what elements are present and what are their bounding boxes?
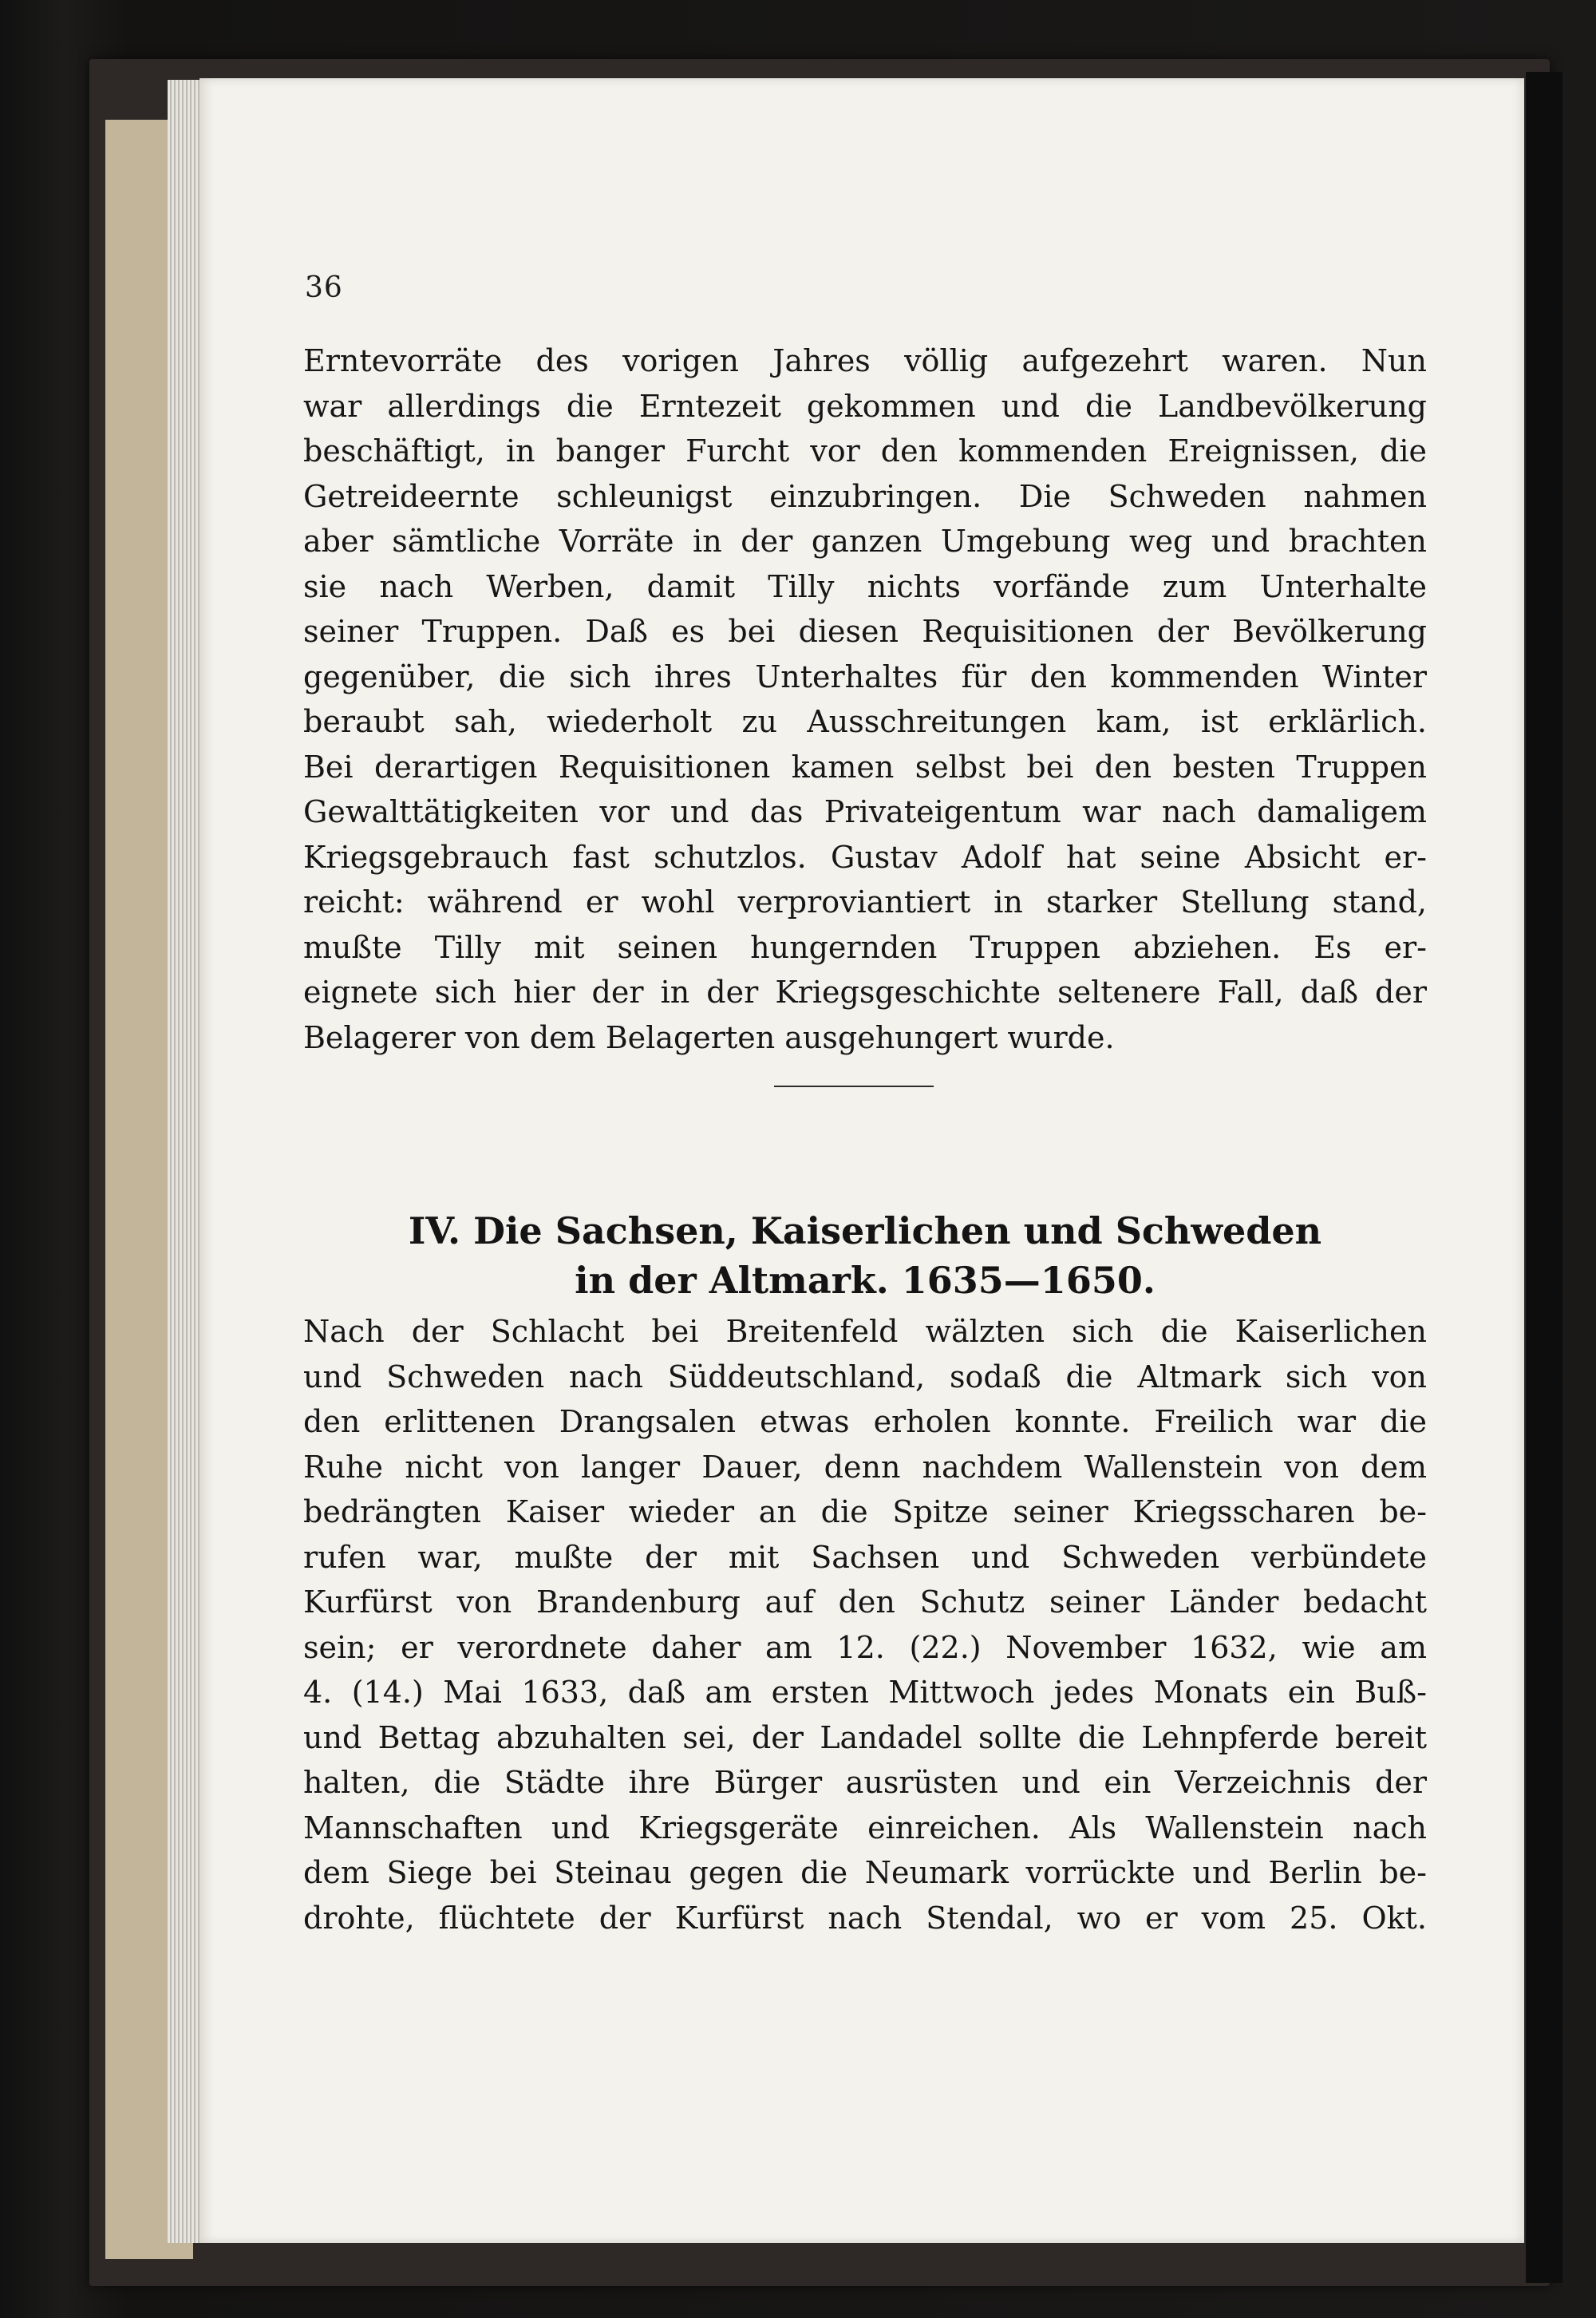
text-line: Belagerer von dem Belagerten ausgehungert wurde. [303,1019,1115,1055]
paragraph-top [303,338,1427,1060]
text-line: aber sämtliche Vorräte in der ganzen Umgebung weg und brachten [303,524,1427,559]
text-line: dem Siege bei Steinau gegen die Neumark vorrückte und Berlin be- [303,1855,1427,1890]
text-line: eignete sich hier der in der Kriegsgeschichte seltenere Fall, daß der [303,975,1427,1010]
text-line: Ruhe nicht von langer Dauer, denn nachdem Wallenstein von dem [303,1449,1427,1485]
book-gutter [1526,72,1562,2283]
chapter-heading-line-2: in der Altmark. 1635—1650. [575,1259,1156,1302]
text-line: Bei derartigen Requisitionen kamen selbst bei den besten Truppen [303,749,1427,785]
text-line: sie nach Werben, damit Tilly nichts vorfände zum Unterhalte [303,568,1427,604]
text-line: halten, die Städte ihre Bürger ausrüsten und ein Verzeichnis der [303,1765,1427,1800]
text-line: beschäftigt, in banger Furcht vor den kommenden Ereignissen, die [303,433,1427,469]
text-line: seiner Truppen. Daß es bei diesen Requisitionen der Bevölkerung [303,614,1427,649]
text-line: Getreideernte schleunigst einzubringen. Die Schweden nahmen [303,478,1427,514]
text-line: Erntevorräte des vorigen Jahres völlig aufgezehrt waren. Nun [303,343,1427,378]
page-number: 36 [305,271,343,304]
text-line: und Bettag abzuhalten sei, der Landadel sollte die Lehnpferde bereit [303,1719,1427,1755]
text-line: drohte, flüchtete der Kurfürst nach Stendal, wo er vom 25. Okt. [303,1900,1427,1936]
text-line: sein; er verordnete daher am 12. (22.) November 1632, wie am [303,1629,1427,1665]
text-line: Mannschaften und Kriegsgeräte einreichen. Als Wallenstein nach [303,1810,1427,1845]
text-line: 4. (14.) Mai 1633, daß am ersten Mittwoch jedes Monats ein Buß- [303,1675,1427,1710]
text-line: Nach der Schlacht bei Breitenfeld wälzten sich die Kaiserlichen [303,1314,1427,1349]
text-line: war allerdings die Erntezeit gekommen und die Landbevölkerung [303,388,1427,424]
text-line: rufen war, mußte der mit Sachsen und Schweden verbündete [303,1539,1427,1575]
text-line: mußte Tilly mit seinen hungernden Truppen abziehen. Es er- [303,929,1427,965]
text-line: beraubt sah, wiederholt zu Ausschreitungen kam, ist erklärlich. [303,704,1427,739]
chapter-heading-line-1: IV. Die Sachsen, Kaiserlichen und Schweden [408,1209,1322,1252]
section-divider-rule [774,1086,934,1087]
text-line: den erlittenen Drangsalen etwas erholen konnte. Freilich war die [303,1404,1427,1439]
text-line: reicht: während er wohl verproviantiert in starker Stellung stand, [303,884,1427,920]
text-line: gegenüber, die sich ihres Unterhaltes für den kommenden Winter [303,659,1427,694]
text-line: bedrängten Kaiser wieder an die Spitze seiner Kriegsscharen be- [303,1494,1427,1529]
text-line: Kurfürst von Brandenburg auf den Schutz seiner Länder bedacht [303,1584,1427,1620]
text-line: Gewalttätigkeiten vor und das Privateigentum war nach damaligem [303,794,1427,829]
text-line: Kriegsgebrauch fast schutzlos. Gustav Adolf hat seine Absicht er- [303,839,1427,875]
text-line: und Schweden nach Süddeutschland, sodaß die Altmark sich von [303,1359,1427,1394]
paragraph-bottom [303,1309,1427,1940]
